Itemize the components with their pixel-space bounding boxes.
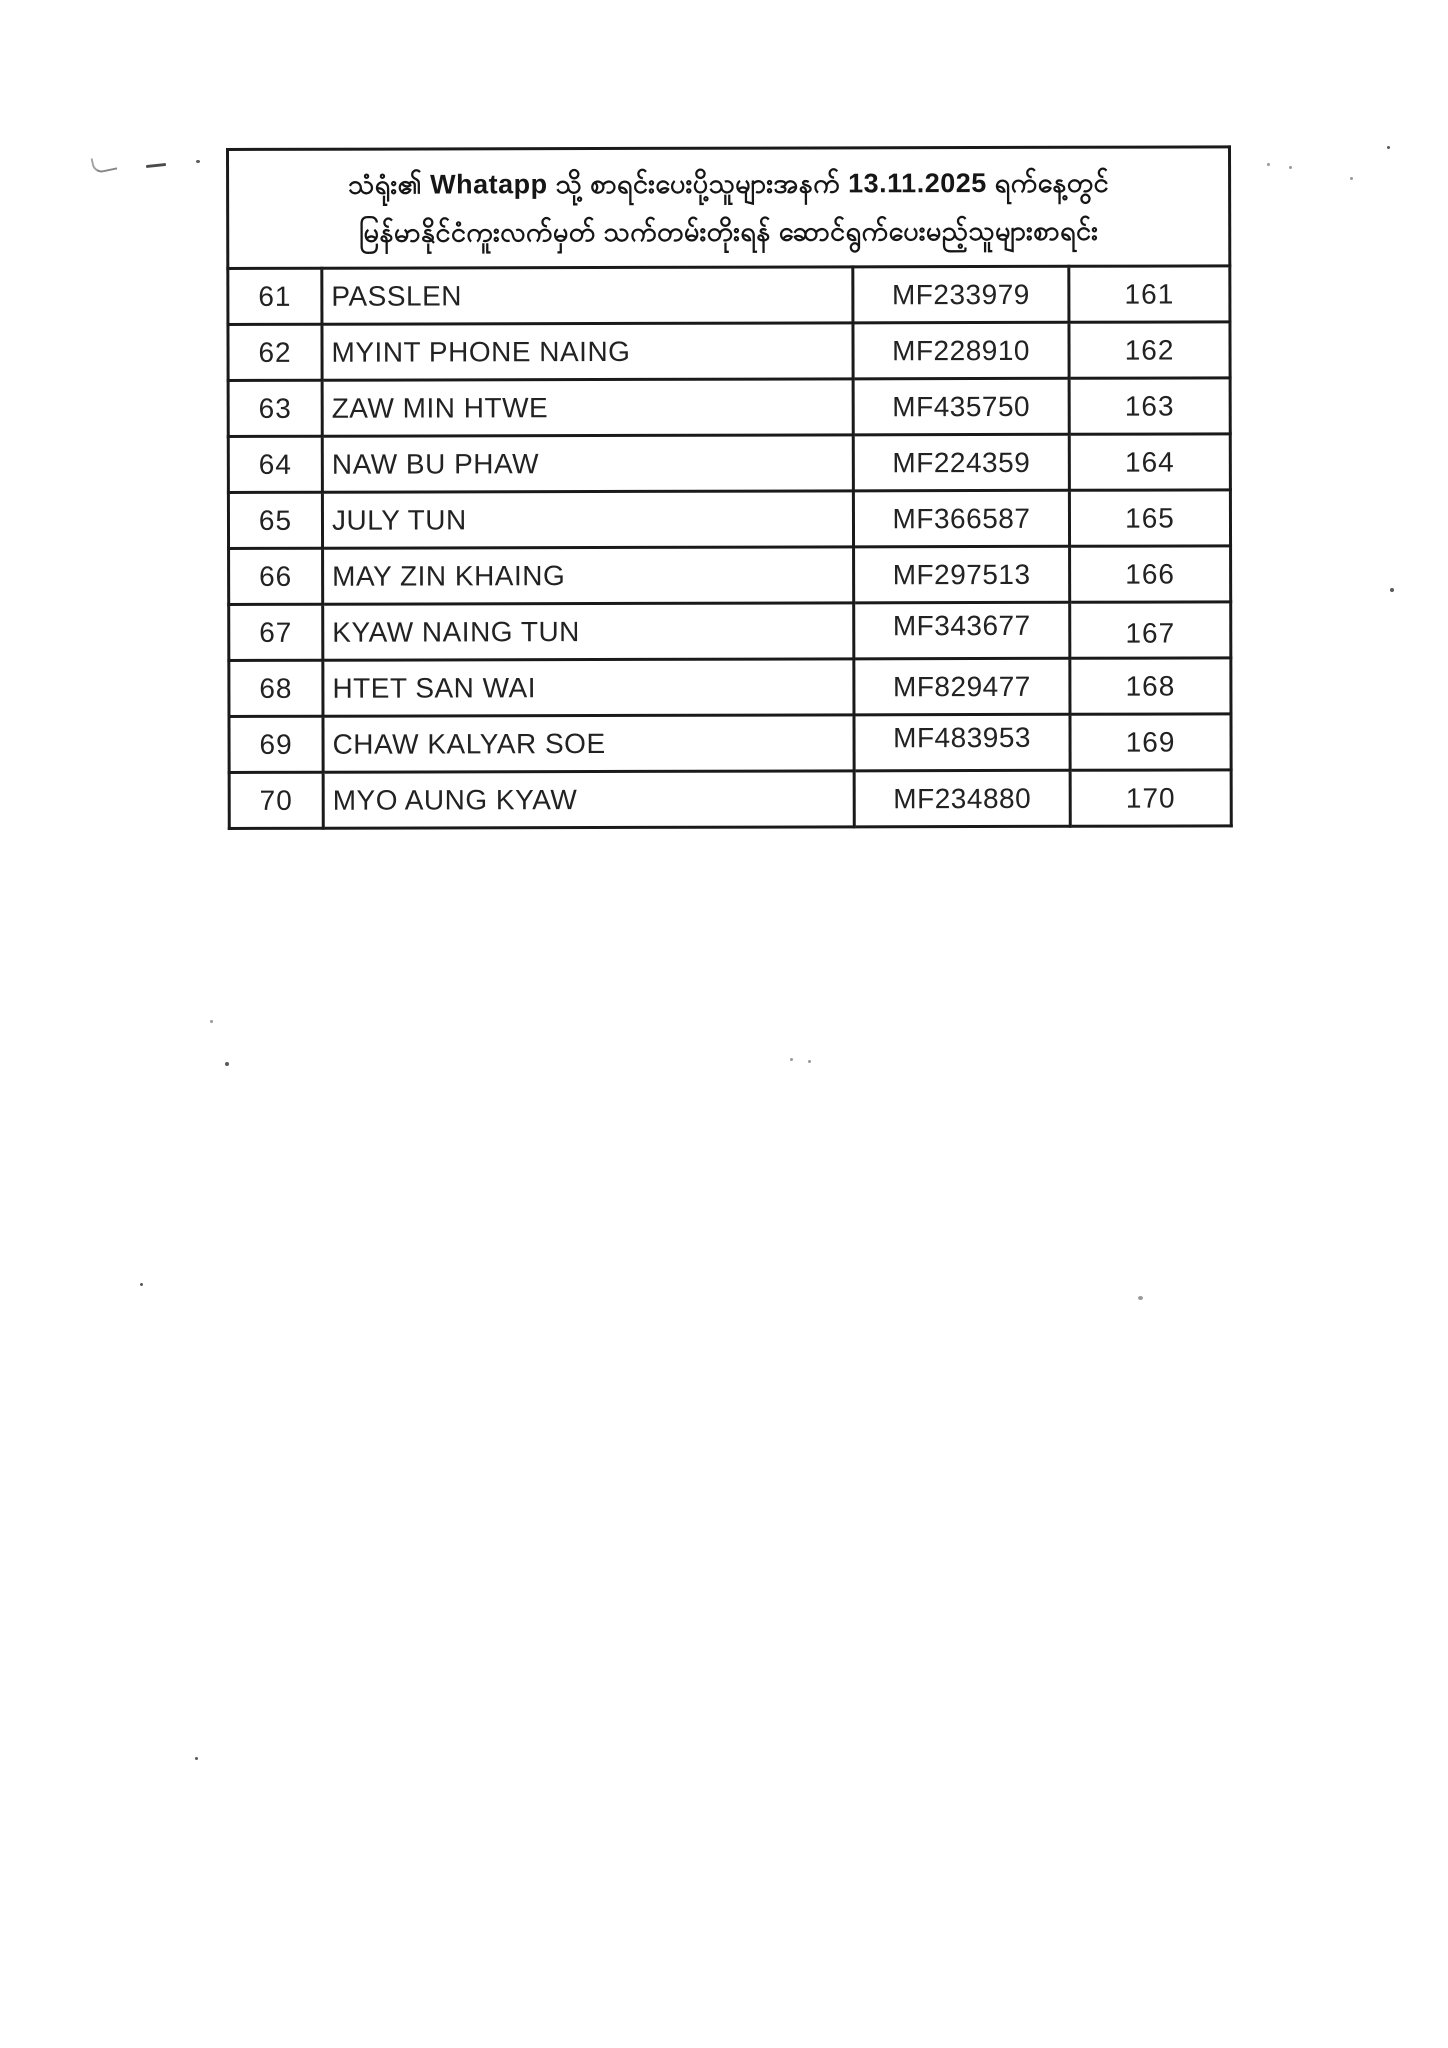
cell-passport-number: MF228910 [853, 322, 1069, 379]
cell-name: MYINT PHONE NAING [322, 323, 853, 380]
scan-dash-mark [146, 163, 166, 168]
scan-speck [790, 1058, 793, 1061]
scan-speck [195, 1757, 198, 1760]
scan-speck [1267, 163, 1270, 166]
cell-passport-number: MF829477 [854, 658, 1070, 715]
table-row [228, 490, 1230, 549]
cell-row-number: 69 [229, 716, 323, 772]
cell-name: MAY ZIN KHAING [323, 547, 854, 604]
table-body [228, 266, 1231, 829]
table-row [228, 322, 1230, 381]
cell-name: HTET SAN WAI [323, 659, 854, 716]
cell-passport-number: MF483953 [854, 714, 1070, 771]
table-row [229, 658, 1231, 717]
cell-serial-number: 162 [1069, 322, 1230, 378]
cell-passport-number: MF343677 [854, 602, 1070, 659]
scan-speck [140, 1283, 143, 1286]
table-row [228, 434, 1230, 493]
cell-name: JULY TUN [322, 491, 853, 548]
cell-passport-number: MF297513 [854, 546, 1070, 603]
cell-row-number: 66 [229, 548, 323, 604]
scan-speck [1138, 1296, 1143, 1300]
cell-serial-number: 168 [1070, 658, 1231, 714]
cell-passport-number: MF366587 [853, 490, 1069, 547]
scan-speck [1289, 166, 1292, 169]
cell-serial-number: 166 [1070, 546, 1231, 602]
title-line-2: မြန်မာနိုင်ငံကူးလက်မှတ် သက်တမ်းတိုးရန် ဆောင်ရွက်ပေးမည့်သူများစာရင်း [359, 215, 1099, 248]
table-row [229, 546, 1231, 605]
cell-row-number: 70 [229, 772, 323, 828]
cell-passport-number: MF234880 [854, 770, 1070, 827]
scan-speck [808, 1060, 811, 1063]
cell-serial-number: 165 [1069, 490, 1230, 546]
table-title [228, 147, 1230, 269]
scan-speck [196, 160, 200, 163]
cell-name: ZAW MIN HTWE [322, 379, 853, 436]
cell-serial-number: 161 [1069, 266, 1230, 322]
cell-row-number: 67 [229, 604, 323, 660]
title-line-1: သံရုံး၏ Whatapp သို့ စာရင်းပေးပို့သူများအနက် 13.11.2025 ရက်နေ့တွင် [348, 167, 1110, 200]
cell-passport-number: MF233979 [853, 266, 1069, 323]
scan-speck [210, 1020, 213, 1023]
cell-serial-number: 169 [1070, 714, 1231, 770]
table-row [228, 266, 1230, 325]
cell-name: NAW BU PHAW [322, 435, 853, 492]
table-row [229, 714, 1231, 773]
scan-squiggle-mark [91, 154, 118, 175]
table-row [229, 770, 1231, 829]
cell-row-number: 64 [228, 436, 322, 492]
cell-name: MYO AUNG KYAW [323, 771, 854, 828]
cell-row-number: 68 [229, 660, 323, 716]
cell-row-number: 62 [228, 324, 322, 380]
cell-name: KYAW NAING TUN [323, 603, 854, 660]
scan-speck [1350, 177, 1353, 180]
passport-renewal-list-table [226, 145, 1233, 830]
cell-row-number: 65 [228, 492, 322, 548]
cell-serial-number: 167 [1070, 602, 1231, 658]
scan-speck [1390, 588, 1394, 592]
scan-speck [1387, 146, 1390, 149]
table-title-row [228, 147, 1230, 269]
table-row [229, 602, 1231, 661]
table-row [228, 378, 1230, 437]
cell-serial-number: 164 [1069, 434, 1230, 490]
cell-passport-number: MF435750 [853, 378, 1069, 435]
cell-passport-number: MF224359 [853, 434, 1069, 491]
cell-row-number: 63 [228, 380, 322, 436]
scan-speck [225, 1062, 229, 1066]
cell-row-number: 61 [228, 268, 322, 324]
cell-serial-number: 170 [1070, 770, 1231, 826]
cell-name: CHAW KALYAR SOE [323, 715, 854, 772]
cell-serial-number: 163 [1069, 378, 1230, 434]
cell-name: PASSLEN [322, 267, 853, 324]
